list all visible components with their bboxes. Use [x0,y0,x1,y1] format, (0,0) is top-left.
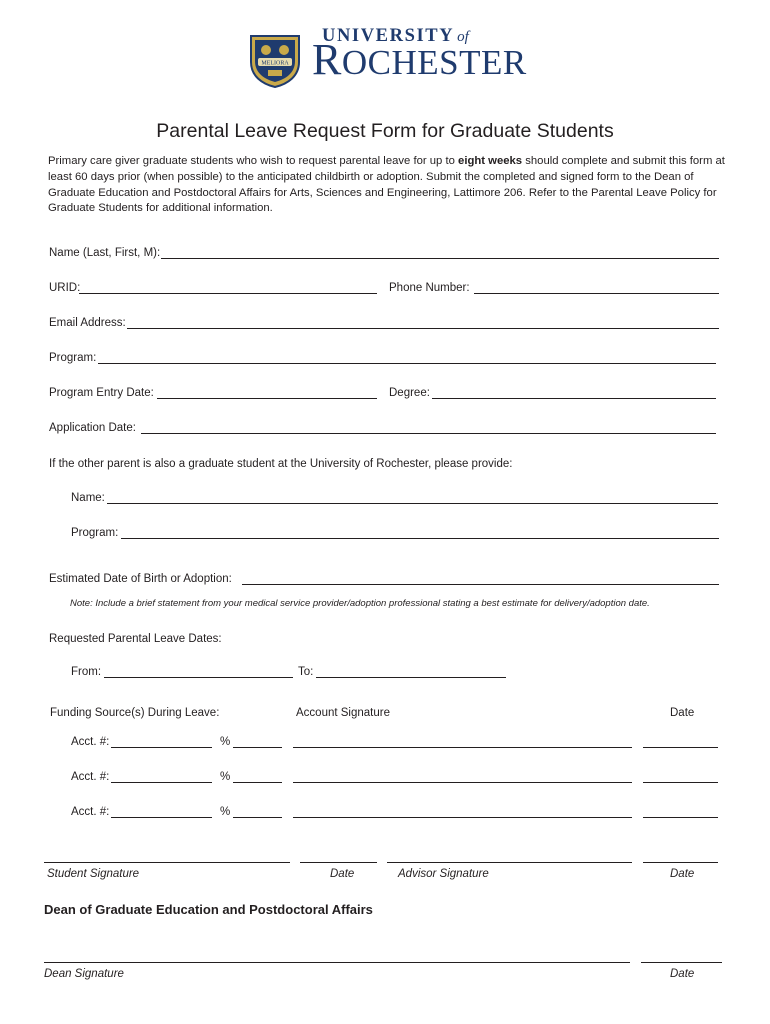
dean-signature-field[interactable] [44,962,630,963]
name-label: Name (Last, First, M): [49,247,161,259]
program-label: Program: [49,352,97,364]
birth-date-label: Estimated Date of Birth or Adoption: [49,573,232,585]
dean-heading: Dean of Graduate Education and Postdoctoral Affairs [44,902,373,917]
birth-date-field[interactable] [242,584,719,585]
student-date-field[interactable] [300,862,377,863]
form-intro: Primary care giver graduate students who wish to request parental leave for up to eight weeks should complete and submit this form at least 60 days prior (when possible) to the anticipated childbirth or adoption. Submit the completed and signed form to the Dean of Graduate Education and Postdoctoral Affairs for Arts, Sciences and Engineering, Lattimore 206. Refer to the Parental Leave Policy for Graduate Students for additional information. [48,155,725,215]
advisor-signature-field[interactable] [387,862,632,863]
email-label: Email Address: [49,317,126,329]
advisor-signature-label: Advisor Signature [398,868,489,880]
account-signature-field-2[interactable] [293,782,632,783]
intro-emphasis: eight weeks [458,155,523,167]
degree-label: Degree: [389,387,430,399]
account-signature-field-1[interactable] [293,747,632,748]
form-title: Parental Leave Request Form for Graduate Students [156,120,614,142]
acct-label: Acct. #: [71,736,110,748]
account-date-field-3[interactable] [643,817,718,818]
dean-signature-label: Dean Signature [44,968,124,980]
student-date-label: Date [330,868,355,880]
acct-number-field-2[interactable] [111,782,212,783]
leave-from-field[interactable] [104,677,293,678]
logo-wordmark-rochester: ROCHESTER [312,35,527,84]
funding-date-header: Date [670,707,695,719]
leave-to-field[interactable] [316,677,506,678]
other-parent-name-label: Name: [71,492,105,504]
logo-wordmark-university: UNIVERSITY of [322,26,469,46]
acct-percent-field-1[interactable] [233,747,282,748]
advisor-date-label: Date [670,868,695,880]
program-entry-field[interactable] [157,398,377,399]
urid-field[interactable] [79,293,377,294]
acct-percent-field-2[interactable] [233,782,282,783]
email-field[interactable] [127,328,719,329]
student-signature-field[interactable] [44,862,290,863]
acct-label: Acct. #: [71,771,110,783]
leave-from-label: From: [71,666,102,678]
phone-field[interactable] [474,293,719,294]
other-parent-name-field[interactable] [107,503,718,504]
program-entry-label: Program Entry Date: [49,387,154,399]
student-signature-label: Student Signature [47,868,140,880]
urid-label: URID: [49,282,81,294]
application-date-label: Application Date: [49,422,136,434]
percent-label: % [220,806,231,818]
seal-motto: MELIORA [261,60,289,67]
dean-date-label: Date [670,968,695,980]
funding-label: Funding Source(s) During Leave: [50,707,220,719]
phone-label: Phone Number: [389,282,470,294]
other-parent-program-label: Program: [71,527,119,539]
acct-number-field-3[interactable] [111,817,212,818]
leave-dates-label: Requested Parental Leave Dates: [49,633,222,645]
degree-field[interactable] [432,398,716,399]
leave-to-label: To: [298,666,314,678]
birth-note: Note: Include a brief statement from your medical service provider/adoption professional stating a best estimate for delivery/adoption date. [70,598,650,609]
account-signature-header: Account Signature [296,707,390,719]
acct-number-field-1[interactable] [111,747,212,748]
percent-label: % [220,771,231,783]
acct-percent-field-3[interactable] [233,817,282,818]
name-field[interactable] [161,258,719,259]
advisor-date-field[interactable] [643,862,718,863]
dean-date-field[interactable] [641,962,722,963]
account-signature-field-3[interactable] [293,817,632,818]
university-seal-logo [248,32,302,88]
acct-label: Acct. #: [71,806,110,818]
percent-label: % [220,736,231,748]
other-parent-program-field[interactable] [121,538,719,539]
program-field[interactable] [98,363,716,364]
account-date-field-2[interactable] [643,782,718,783]
application-date-field[interactable] [141,433,716,434]
other-parent-prompt: If the other parent is also a graduate student at the University of Rochester, please provide: [49,458,513,470]
account-date-field-1[interactable] [643,747,718,748]
